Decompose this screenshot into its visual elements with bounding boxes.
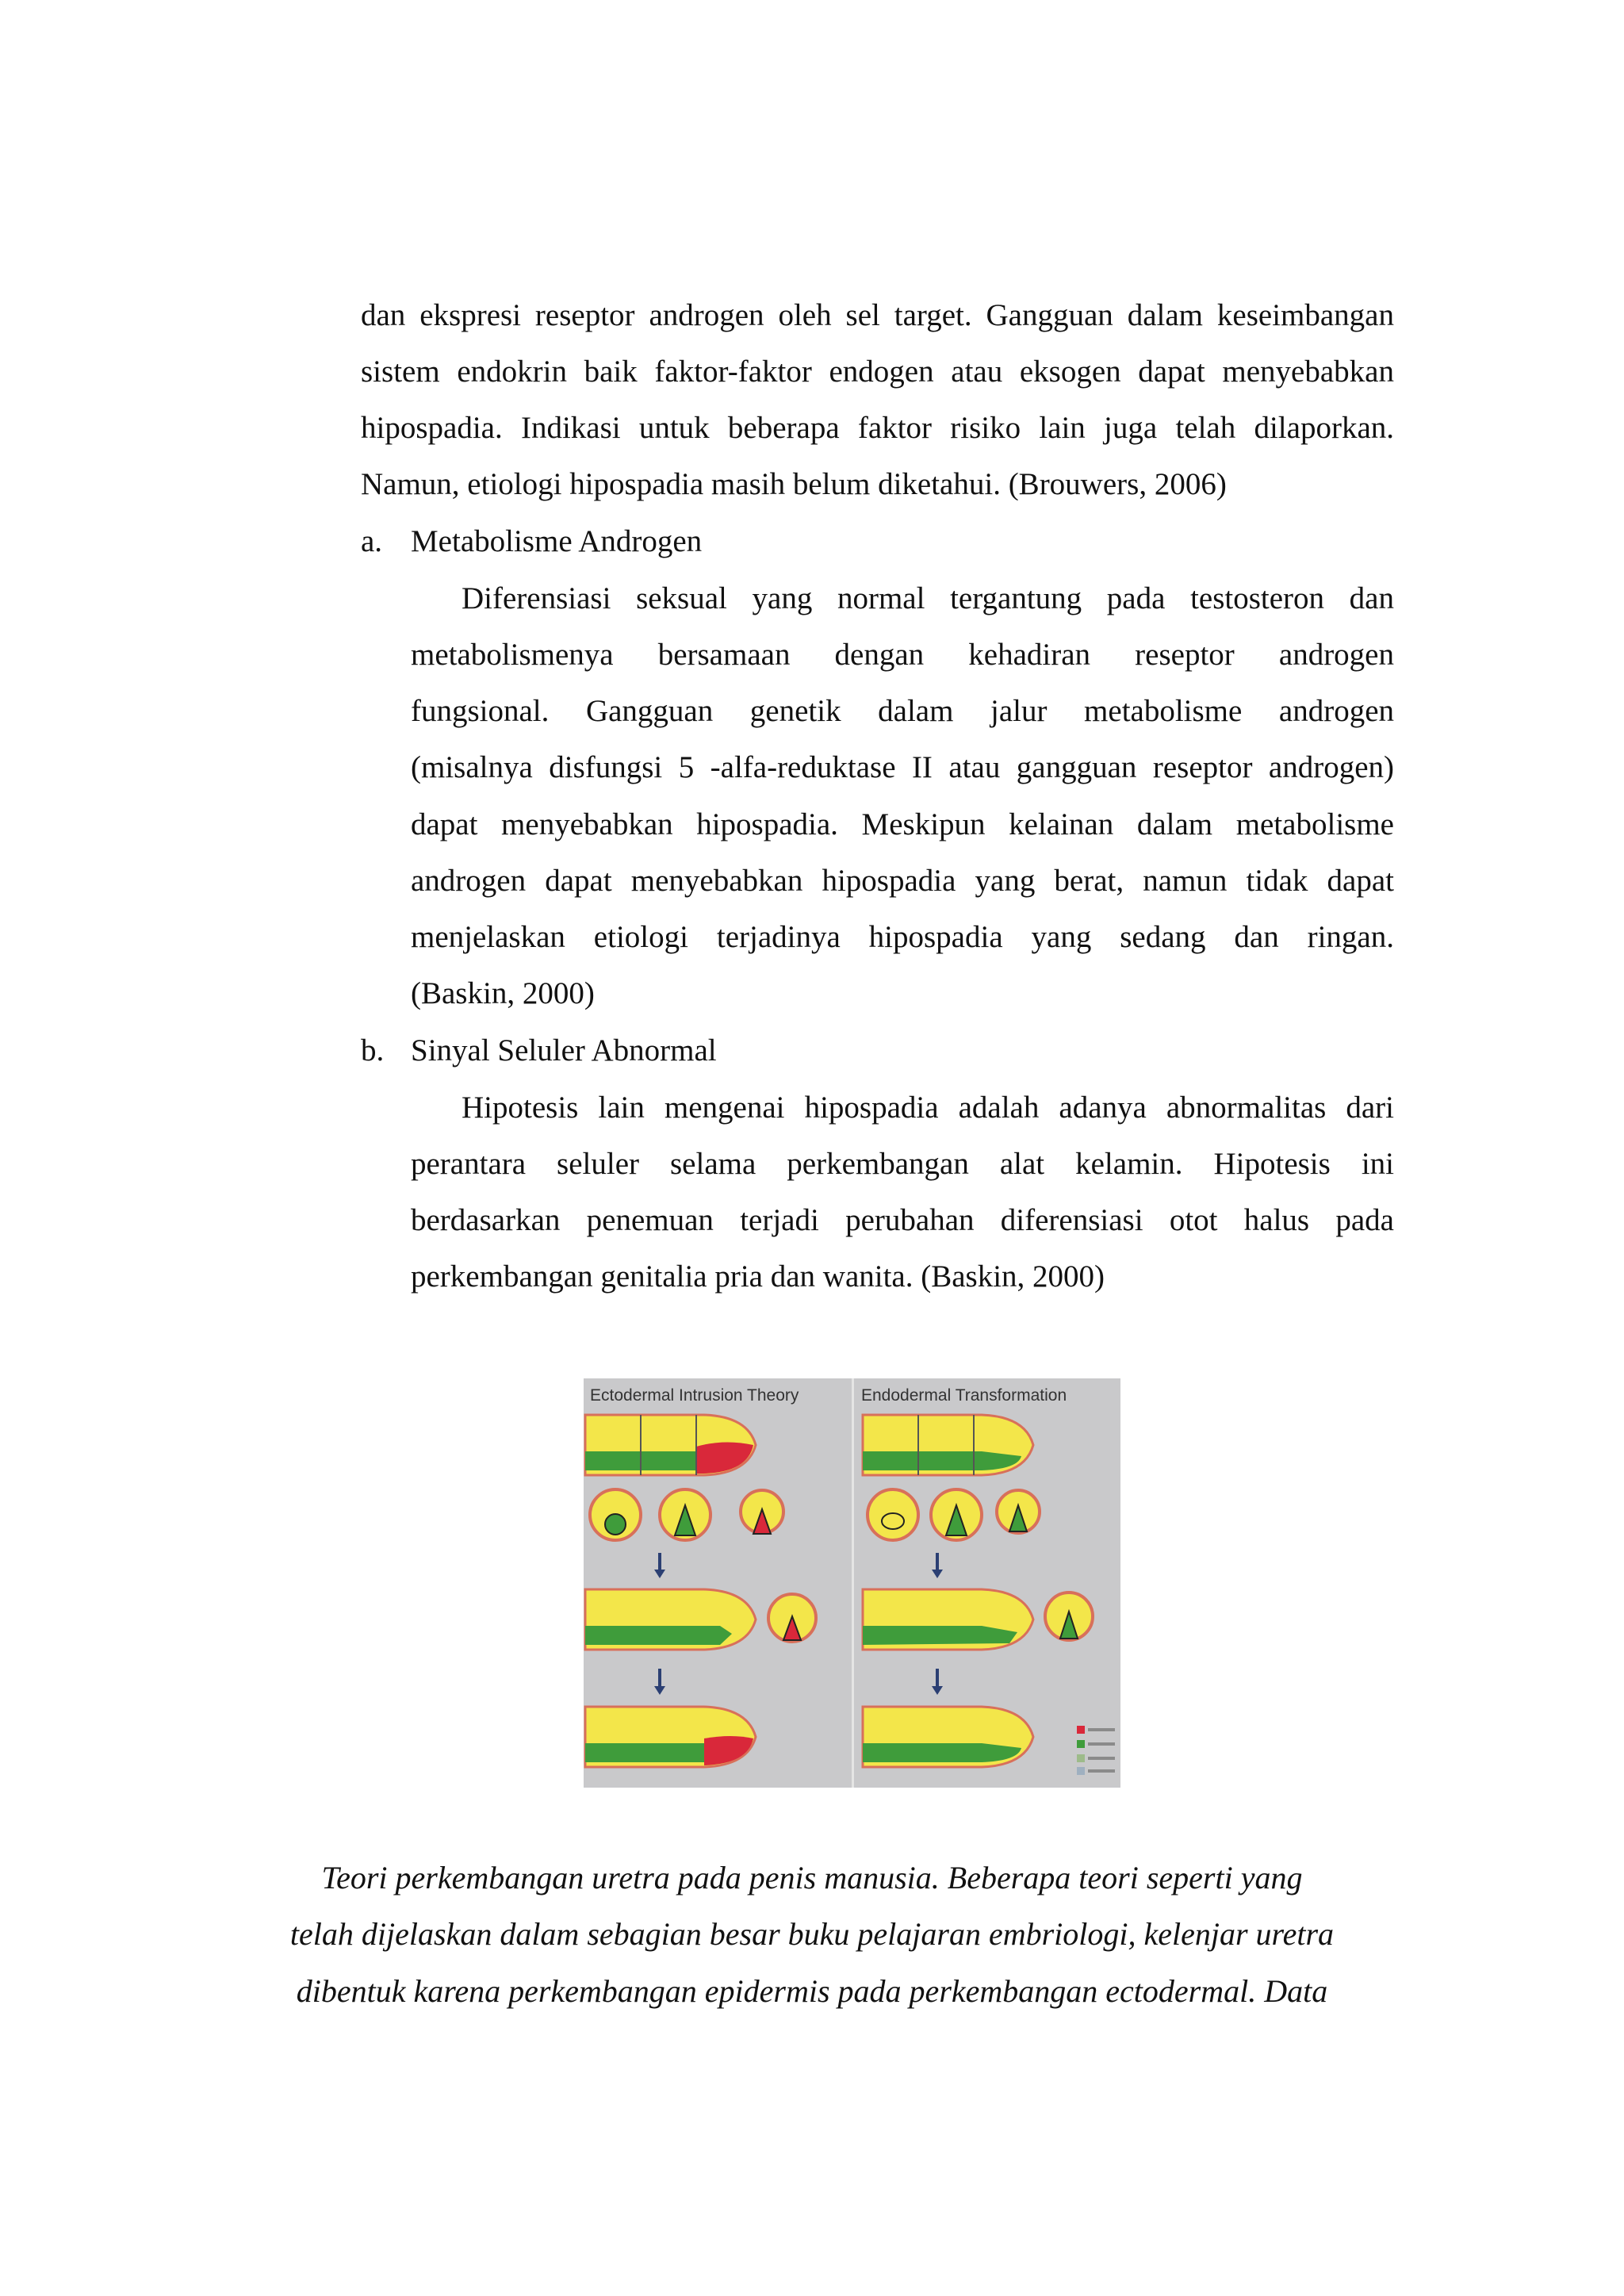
legend-swatch-light (1077, 1754, 1085, 1762)
section-b-line: perantara seluler selama perkembangan alat kelamin. Hipotesis ini (411, 1147, 1394, 1181)
left-shaft-middle (585, 1589, 756, 1650)
panel-divider (852, 1378, 854, 1788)
figure-legend (1077, 1726, 1115, 1775)
right-arrow-1 (932, 1553, 943, 1578)
section-b-line: perkembangan genitalia pria dan wanita. (Baskin, 2000) (411, 1259, 1105, 1294)
right-cross-sections (868, 1489, 1040, 1540)
figure-svg (584, 1378, 1120, 1788)
section-a-line: menjelaskan etiologi terjadinya hipospadia yang sedang dan ringan. (411, 920, 1394, 954)
right-panel-title: Endodermal Transformation (861, 1386, 1067, 1405)
left-arrow-1 (654, 1553, 665, 1578)
section-a-heading: Metabolisme Androgen (411, 524, 703, 558)
section-b-heading: Sinyal Seluler Abnormal (411, 1033, 717, 1068)
left-shaft-bottom (585, 1707, 756, 1767)
figure-caption-line: telah dijelaskan dalam sebagian besar buku pelajaran embriologi, kelenjar uretra (289, 1916, 1335, 1952)
intro-line: dan ekspresi reseptor androgen oleh sel target. Gangguan dalam keseimbangan (361, 298, 1394, 332)
section-a-line: (Baskin, 2000) (411, 976, 595, 1010)
figure-caption-line: Teori perkembangan uretra pada penis manusia. Beberapa teori seperti yang (321, 1860, 1303, 1895)
legend-swatch-red (1077, 1726, 1085, 1734)
left-cross-sections (590, 1489, 783, 1540)
section-a-line: (misalnya disfungsi 5 -alfa-reduktase II atau gangguan reseptor androgen) (411, 750, 1394, 784)
section-b-marker: b. (361, 1033, 385, 1068)
left-panel-title: Ectodermal Intrusion Theory (590, 1386, 799, 1405)
intro-line: Namun, etiologi hipospadia masih belum diketahui. (Brouwers, 2006) (361, 467, 1227, 501)
section-a-line: metabolismenya bersamaan dengan kehadiran reseptor androgen (411, 638, 1394, 672)
section-a-marker: a. (361, 524, 383, 558)
figure-caption-line: dibentuk karena perkembangan epidermis pada perkembangan ectodermal. Data (296, 1973, 1328, 2009)
section-a-line: dapat menyebabkan hipospadia. Meskipun kelainan dalam metabolisme (411, 807, 1394, 841)
right-shaft-top (863, 1415, 1033, 1475)
section-a-line: fungsional. Gangguan genetik dalam jalur metabolisme androgen (411, 694, 1394, 728)
urethra-development-figure (584, 1378, 1120, 1788)
right-shaft-middle (863, 1589, 1033, 1650)
left-shaft-top (585, 1415, 756, 1475)
left-cross-section-2 (768, 1594, 816, 1642)
right-shaft-bottom (863, 1707, 1033, 1767)
intro-line: sistem endokrin baik faktor-faktor endogen atau eksogen dapat menyebabkan (361, 355, 1394, 389)
right-cross-section-2 (1045, 1593, 1093, 1640)
section-a-line: Diferensiasi seksual yang normal tergantung pada testosteron dan (462, 581, 1394, 615)
right-arrow-2 (932, 1669, 943, 1695)
intro-line: hipospadia. Indikasi untuk beberapa faktor risiko lain juga telah dilaporkan. (361, 411, 1394, 445)
section-b-line: berdasarkan penemuan terjadi perubahan diferensiasi otot halus pada (411, 1203, 1394, 1237)
section-b-line: Hipotesis lain mengenai hipospadia adalah adanya abnormalitas dari (462, 1091, 1394, 1125)
legend-swatch-gray (1077, 1767, 1085, 1775)
section-a-line: androgen dapat menyebabkan hipospadia yang berat, namun tidak dapat (411, 864, 1394, 898)
legend-swatch-green (1077, 1740, 1085, 1748)
left-arrow-2 (654, 1669, 665, 1695)
